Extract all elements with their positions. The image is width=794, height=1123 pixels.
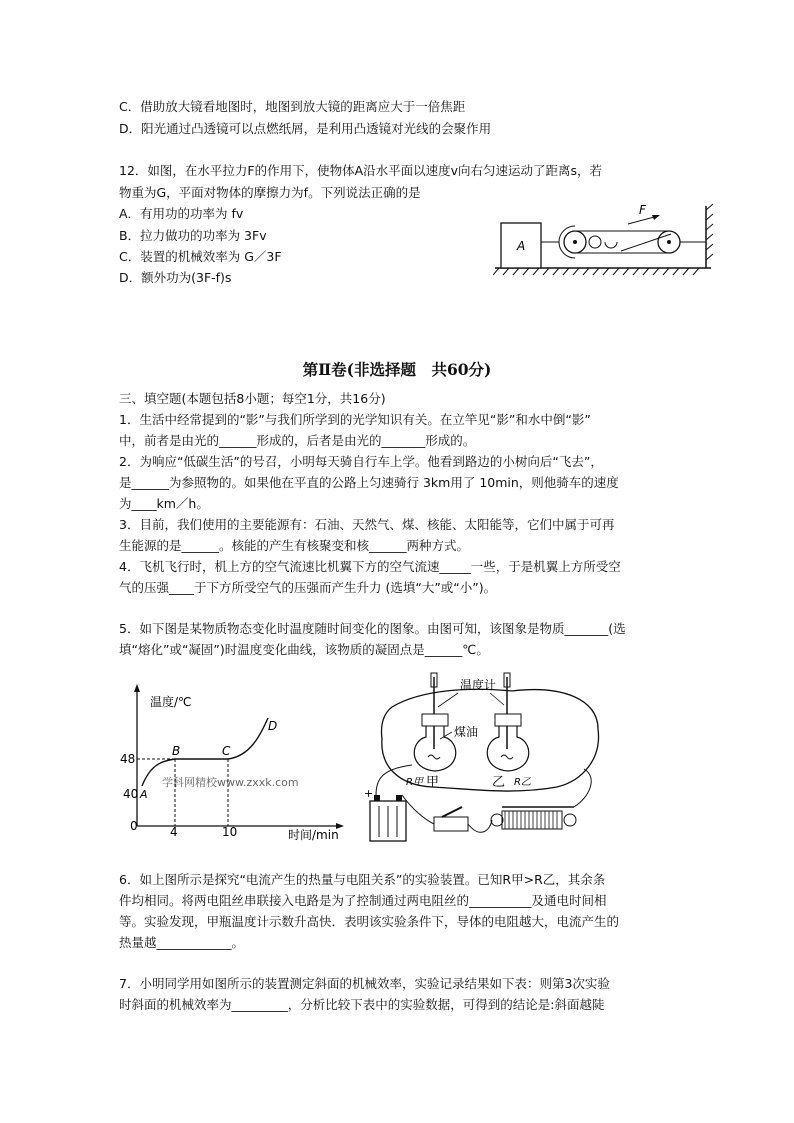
circuit-figure — [362, 669, 608, 849]
fill-q1-line1: 1．生活中经常提到的“影”与我们所学到的光学知识有关。在立竿见“影”和水中倒“影” — [119, 412, 591, 427]
graph-xtick-10: 10 — [222, 825, 238, 839]
temperature-time-graph — [120, 676, 350, 846]
fill-q6-line3: 等。实验发现，甲瓶温度计示数升高快．表明该实验条件下，导体的电阻越大，电流产生的 — [119, 914, 620, 929]
q12-stem-line1: 12．如图，在水平拉力F的作用下，使物体A沿水平面以速度v向右匀速运动了距离s，若 — [119, 163, 603, 178]
graph-point-a: A — [140, 788, 148, 801]
fill-q5-line1: 5．如下图是某物质物态变化时温度随时间变化的图象。由图可知，该图象是物质_______(选 — [119, 621, 626, 636]
q12-option-b: B．拉力做功的功率为 3Fv — [119, 228, 267, 243]
graph-point-b: B — [172, 744, 181, 758]
graph-ytick-40: 40 — [123, 787, 139, 801]
q11-option-c: C．借助放大镜看地图时，地图到放大镜的距离应大于一倍焦距 — [119, 99, 466, 114]
graph-watermark: 学科网精校www.zxxk.com — [162, 776, 299, 789]
graph-ytick-48: 48 — [120, 752, 136, 766]
fill-q4-line1: 4．飞机飞行时，机上方的空气流速比机翼下方的空气流速_____一些，于是机翼上方所受空 — [119, 559, 621, 574]
graph-xtick-4: 4 — [170, 825, 178, 839]
fill-q6-line1: 6．如上图所示是探究“电流产生的热量与电阻关系”的实验装置。已知R甲>R乙，其余条 — [119, 872, 606, 887]
section-title: 第Ⅱ卷(非选择题 共60分) — [302, 360, 492, 379]
fill-q6-line2: 件均相同。将两电阻丝串联接入电路是为了控制通过两电阻丝的__________及通电时间相 — [119, 893, 607, 908]
fill-q5-line2: 填“熔化”或“凝固”)时温度变化曲线，该物质的凝固点是______℃。 — [119, 642, 489, 657]
switch — [434, 817, 468, 831]
fill-q2-line1: 2．为响应“低碳生活”的号召，小明每天骑自行车上学。他看到路边的小树向后“飞去”， — [119, 454, 603, 469]
rheostat — [491, 807, 576, 829]
resistor-left-label: R甲 — [406, 777, 423, 788]
kerosene-label: 煤油 — [454, 725, 479, 739]
jar-right-label: 乙 — [492, 775, 506, 790]
fill-q4-line2: 气的压强____于下方所受空气的压强而产生升力 (选填“大”或“小”)。 — [119, 580, 497, 595]
graph-point-c: C — [222, 744, 231, 758]
pulley-figure — [493, 196, 715, 276]
q12-option-c: C．装置的机械效率为 G／3F — [119, 249, 282, 264]
force-f-label: F — [639, 203, 646, 217]
fill-q3-line1: 3．目前，我们使用的主要能源有：石油、天然气、煤、核能、太阳能等，它们中属于可再 — [119, 517, 615, 532]
q11-option-d: D．阳光通过凸透镜可以点燃纸屑，是利用凸透镜对光线的会聚作用 — [119, 121, 492, 136]
q12-option-d: D．额外功为(3F-f)s — [119, 270, 232, 285]
fill-q1-line2: 中，前者是由光的______形成的，后者是由光的_______形成的。 — [119, 433, 476, 448]
fill-q3-line2: 生能源的是______。核能的产生有核聚变和核______两种方式。 — [119, 538, 470, 553]
graph-point-d: D — [268, 719, 278, 733]
thermometer-label: 温度计 — [460, 678, 497, 692]
q12-stem-line2: 物重为G，平面对物体的摩擦力为f。下列说法正确的是 — [119, 185, 421, 200]
fill-q7-line2: 时斜面的机械效率为_________，分析比较下表中的实验数据，可得到的结论是:斜面越陡 — [119, 997, 605, 1012]
fill-q7-line1: 7．小明同学用如图所示的装置测定斜面的机械效率，实验记录结果如下表：则第3次实验 — [119, 976, 610, 991]
fill-q6-line4: 热量越____________。 — [119, 935, 245, 950]
svg-text:+: + — [364, 787, 374, 800]
graph-ytick-0: 0 — [130, 819, 138, 833]
graph-ylabel: 温度/℃ — [150, 695, 192, 709]
resistor-right-label: R乙 — [514, 777, 531, 788]
part3-header: 三、填空题(本题包括8小题；每空1分，共16分) — [119, 391, 386, 406]
fill-q2-line2: 是______为参照物的。如果他在平直的公路上匀速骑行 3km用了 10min，则他骑车的速度 — [119, 475, 619, 490]
q12-option-a: A．有用功的功率为 fv — [119, 206, 244, 221]
jar-left-label: 甲 — [426, 775, 440, 790]
fill-q2-line3: 为____km／h。 — [119, 496, 209, 511]
graph-xlabel: 时间/min — [288, 828, 339, 842]
block-a-label: A — [517, 239, 526, 253]
